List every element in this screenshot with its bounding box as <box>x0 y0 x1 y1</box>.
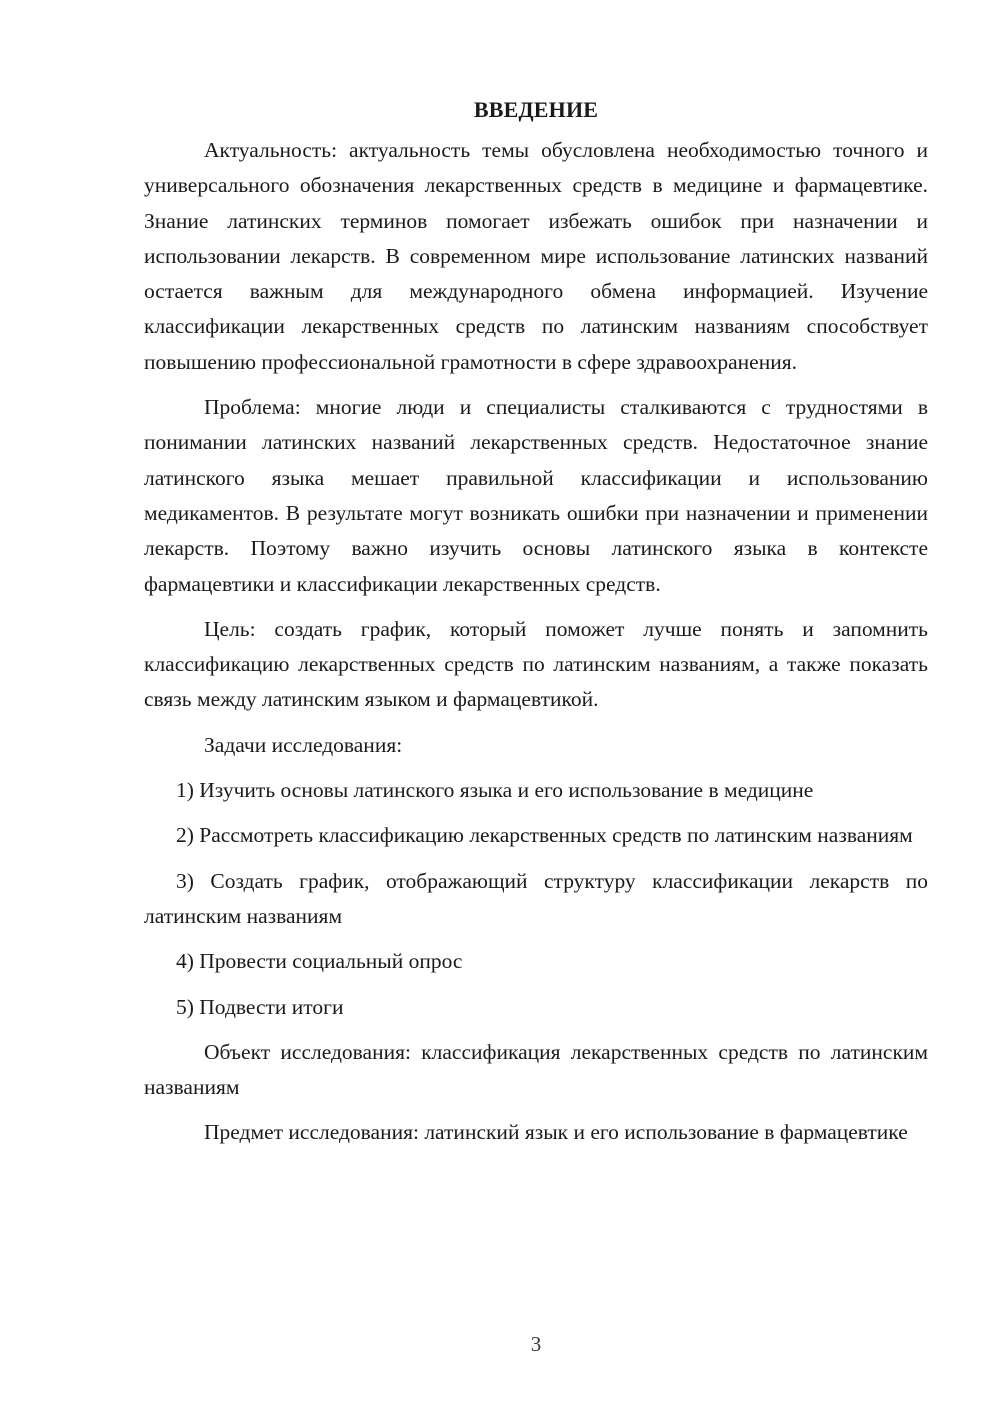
document-page <box>144 92 928 1161</box>
goal-paragraph: Цель: создать график, который поможет лучше понять и запомнить классификацию лекарственных средств по латинским названиям, а также показать связь между латинским языком и фармацевтикой. <box>144 616 928 712</box>
task-item-5: 5) Подвести итоги <box>176 994 344 1019</box>
problem-paragraph: Проблема: многие люди и специалисты сталкиваются с трудностями в понимании латинских названий лекарственных средств. Недостаточное знание латинского языка мешает правильной классификации и использованию медикаментов. В результате могут возникать ошибки при назначении и применении лекарств. Поэтому важно изучить основы латинского языка в контексте фармацевтики и классификации лекарственных средств. <box>144 395 928 596</box>
relevance-paragraph: Актуальность: актуальность темы обусловлена необходимостью точного и универсального обозначения лекарственных средств в медицине и фармацевтике. Знание латинских терминов помогает избежать ошибок при назначении и использовании лекарств. В современном мире использование латинских названий остается важным для международного обмена информацией. Изучение классификации лекарственных средств по латинским названиям способствует повышению профессиональной грамотности в сфере здравоохранения. <box>144 138 928 374</box>
task-item-3: 3) Создать график, отображающий структуру классификации лекарств по латинским названиям <box>144 868 928 928</box>
tasks-heading: Задачи исследования: <box>204 732 403 757</box>
task-item-1: 1) Изучить основы латинского языка и его использование в медицине <box>176 778 814 803</box>
page-number: 3 <box>530 1332 542 1356</box>
research-object-paragraph: Объект исследования: классификация лекарственных средств по латинским названиям <box>144 1039 928 1100</box>
task-item-4: 4) Провести социальный опрос <box>176 949 463 974</box>
research-subject-paragraph: Предмет исследования: латинский язык и его использование в фармацевтике <box>204 1120 908 1145</box>
page-title: ВВЕДЕНИЕ <box>473 97 599 122</box>
task-item-2: 2) Рассмотреть классификацию лекарственных средств по латинским названиям <box>176 823 913 848</box>
